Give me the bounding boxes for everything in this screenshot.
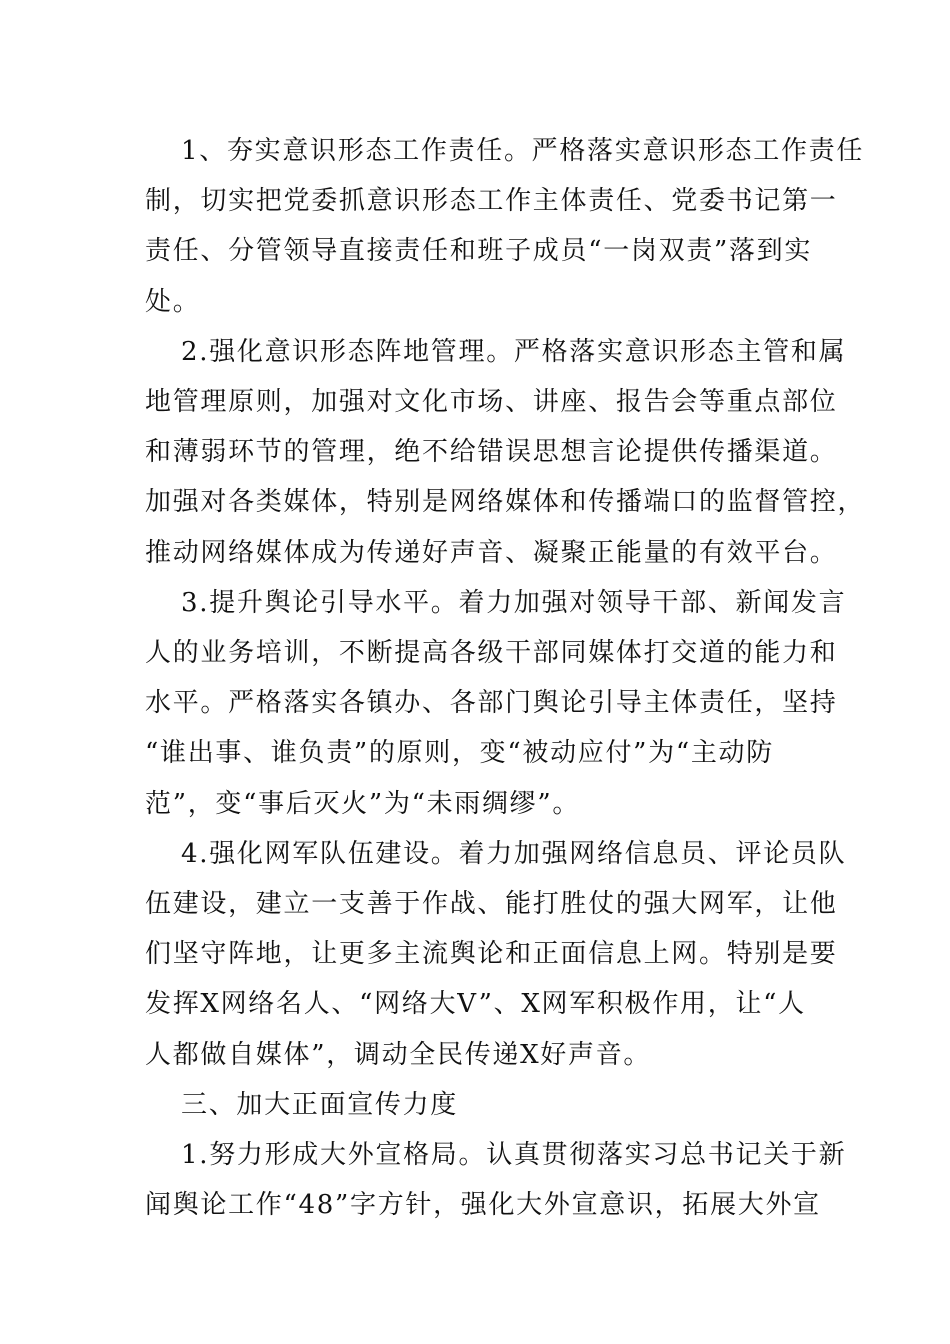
paragraph-1 [145,126,865,327]
paragraph-5 [145,1130,847,1230]
text-line: 地管理原则，加强对文化市场、讲座、报告会等重点部位 [145,387,838,418]
text-line: “谁出事、谁负责”的原则，变“被动应付”为“主动防 [145,738,774,769]
paragraph-2 [145,327,866,578]
text-line: 范”，变“事后灭火”为“未雨绸缪”。 [145,788,581,819]
text-line: 推动网络媒体成为传递好声音、凝聚正能量的有效平台。 [145,537,838,568]
text-line: 人都做自媒体”，调动全民传递X好声音。 [145,1039,652,1070]
text-line: 加强对各类媒体，特别是网络媒体和传播端口的监督管控， [145,487,866,518]
text-line: 1.努力形成大外宣格局。认真贯彻落实习总书记关于新 [181,1140,847,1171]
document-body [145,126,866,1230]
heading-line: 三、加大正面宣传力度 [181,1089,459,1120]
text-line: 人的业务培训，不断提高各级干部同媒体打交道的能力和 [145,638,838,669]
section-heading [145,1080,805,1130]
text-line: 2.强化意识形态阵地管理。严格落实意识形态主管和属 [181,336,847,367]
text-line: 4.强化网军队伍建设。着力加强网络信息员、评论员队 [181,838,847,869]
text-line: 制，切实把党委抓意识形态工作主体责任、党委书记第一 [145,186,838,217]
text-line: 发挥X网络名人、“网络大V”、X网军积极作用，让“人 [145,989,806,1020]
text-line: 处。 [145,286,201,317]
text-line: 伍建设，建立一支善于作战、能打胜仗的强大网军，让他 [145,889,838,920]
text-line: 3.提升舆论引导水平。着力加强对领导干部、新闻发言 [181,587,847,618]
text-line: 水平。严格落实各镇办、各部门舆论引导主体责任，坚持 [145,688,838,719]
text-line: 责任、分管领导直接责任和班子成员“一岗双责”落到实 [145,236,813,267]
text-line: 和薄弱环节的管理，绝不给错误思想言论提供传播渠道。 [145,437,838,468]
text-line: 1、夯实意识形态工作责任。严格落实意识形态工作责任 [181,136,865,166]
text-line: 闻舆论工作“48”字方针，强化大外宣意识，拓展大外宣 [145,1190,821,1221]
text-line: 们坚守阵地，让更多主流舆论和正面信息上网。特别是要 [145,939,838,970]
paragraph-3 [145,578,847,829]
paragraph-4 [145,829,847,1080]
